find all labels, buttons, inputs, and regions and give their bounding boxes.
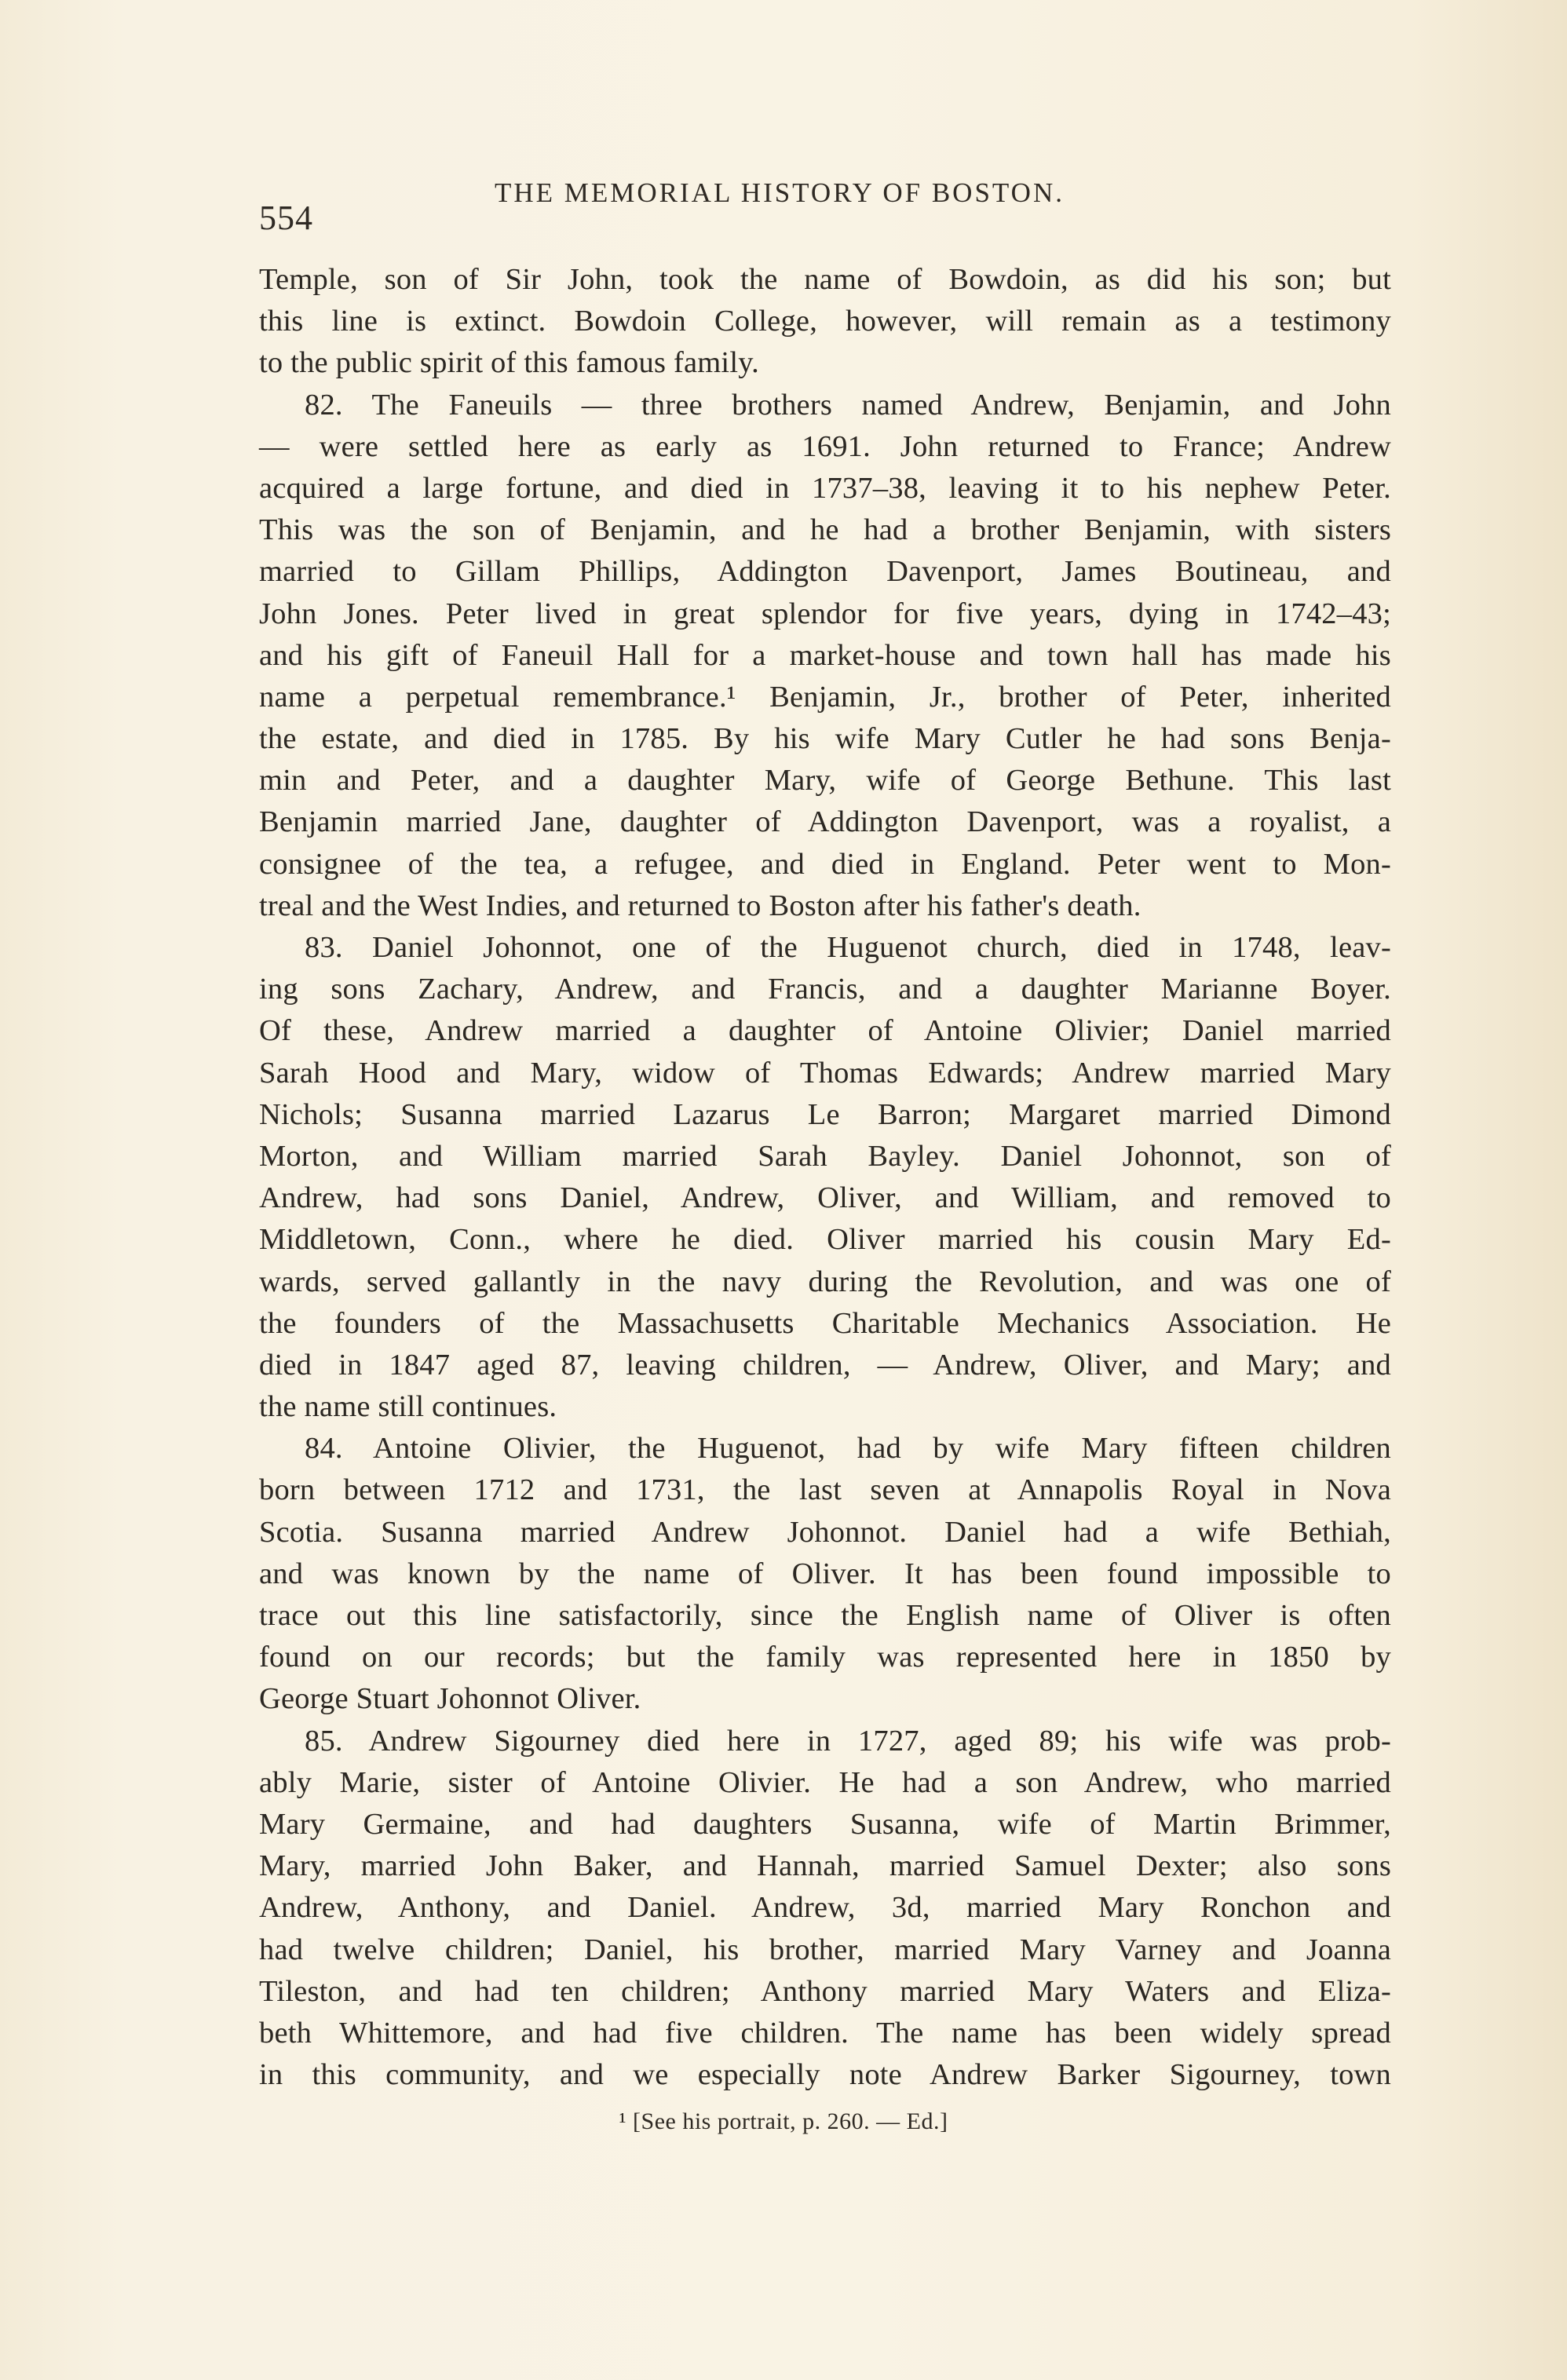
- text-line: to the public spirit of this famous family.: [259, 346, 759, 380]
- text-line: had twelve children; Daniel, his brother, married Mary Varney and Joanna: [259, 1933, 1391, 1966]
- text-line: Tileston, and had ten children; Anthony married Mary Waters and Eliza-: [259, 1974, 1391, 2008]
- text-line: wards, served gallantly in the navy during the Revolution, and was one of: [259, 1265, 1391, 1298]
- footnote: ¹ [See his portrait, p. 260. — Ed.]: [619, 2108, 948, 2134]
- text-line: beth Whittemore, and had five children. The name has been widely spread: [259, 2016, 1391, 2050]
- text-line: the name still continues.: [259, 1390, 557, 1424]
- text-line: Sarah Hood and Mary, widow of Thomas Edwards; Andrew married Mary: [259, 1056, 1391, 1090]
- text-line: Morton, and William married Sarah Bayley. Daniel Johonnot, son of: [259, 1139, 1391, 1173]
- body-text: [259, 259, 1391, 2096]
- text-line: married to Gillam Phillips, Addington Davenport, James Boutineau, and: [259, 555, 1391, 589]
- text-line: treal and the West Indies, and returned to Boston after his father's death.: [259, 889, 1141, 922]
- text-line: and was known by the name of Oliver. It has been found impossible to: [259, 1557, 1391, 1590]
- running-head: [259, 177, 1390, 237]
- text-line: This was the son of Benjamin, and he had a brother Benjamin, with sisters: [259, 513, 1391, 547]
- paragraph-82-start: 82. The Faneuils — three brothers named Andrew, Benjamin, and John: [305, 388, 1391, 422]
- text-line: in this community, and we especially note Andrew Barker Sigourney, town: [259, 2058, 1391, 2092]
- text-line: Temple, son of Sir John, took the name of Bowdoin, as did his son; but: [259, 263, 1391, 296]
- text-line: found on our records; but the family was represented here in 1850 by: [259, 1641, 1391, 1674]
- text-line: ing sons Zachary, Andrew, and Francis, and a daughter Marianne Boyer.: [259, 973, 1391, 1006]
- page-number: 554: [259, 199, 313, 237]
- text-line: Middletown, Conn., where he died. Oliver married his cousin Mary Ed-: [259, 1223, 1391, 1257]
- text-line: and his gift of Faneuil Hall for a market-house and town hall has made his: [259, 638, 1391, 672]
- text-line: this line is extinct. Bowdoin College, however, will remain as a testimony: [259, 305, 1391, 338]
- text-line: min and Peter, and a daughter Mary, wife of George Bethune. This last: [259, 764, 1391, 798]
- paragraph-84-start: 84. Antoine Olivier, the Huguenot, had by wife Mary fifteen children: [305, 1432, 1391, 1466]
- text-line: acquired a large fortune, and died in 1737–38, leaving it to his nephew Peter.: [259, 471, 1391, 505]
- paragraph-85-start: 85. Andrew Sigourney died here in 1727, aged 89; his wife was prob-: [305, 1724, 1391, 1758]
- text-line: Benjamin married Jane, daughter of Addington Davenport, was a royalist, a: [259, 805, 1391, 839]
- text-line: Andrew, Anthony, and Daniel. Andrew, 3d, married Mary Ronchon and: [259, 1891, 1391, 1925]
- text-line: John Jones. Peter lived in great splendor for five years, dying in 1742–43;: [259, 597, 1391, 630]
- text-line: died in 1847 aged 87, leaving children, — Andrew, Oliver, and Mary; and: [259, 1348, 1391, 1382]
- text-line: the estate, and died in 1785. By his wife Mary Cutler he had sons Benja-: [259, 722, 1391, 756]
- text-line: the founders of the Massachusetts Charitable Mechanics Association. He: [259, 1306, 1391, 1340]
- text-line: Andrew, had sons Daniel, Andrew, Oliver, and William, and removed to: [259, 1181, 1391, 1215]
- text-line: Mary Germaine, and had daughters Susanna, wife of Martin Brimmer,: [259, 1807, 1391, 1841]
- text-line: consignee of the tea, a refugee, and died in England. Peter went to Mon-: [259, 847, 1391, 881]
- text-line: Mary, married John Baker, and Hannah, married Samuel Dexter; also sons: [259, 1849, 1391, 1883]
- text-line: — were settled here as early as 1691. John returned to France; Andrew: [259, 429, 1391, 463]
- text-line: Nichols; Susanna married Lazarus Le Barron; Margaret married Dimond: [259, 1097, 1391, 1131]
- text-line: Scotia. Susanna married Andrew Johonnot. Daniel had a wife Bethiah,: [259, 1515, 1391, 1549]
- text-line: name a perpetual remembrance.¹ Benjamin, Jr., brother of Peter, inherited: [259, 680, 1391, 714]
- text-line: ably Marie, sister of Antoine Olivier. He had a son Andrew, who married: [259, 1765, 1391, 1799]
- text-line: George Stuart Johonnot Oliver.: [259, 1682, 641, 1716]
- text-line: Of these, Andrew married a daughter of Antoine Olivier; Daniel married: [259, 1014, 1391, 1048]
- text-line: born between 1712 and 1731, the last seven at Annapolis Royal in Nova: [259, 1473, 1391, 1507]
- text-line: trace out this line satisfactorily, since the English name of Oliver is often: [259, 1599, 1391, 1632]
- paragraph-83-start: 83. Daniel Johonnot, one of the Huguenot church, died in 1748, leav-: [305, 931, 1391, 964]
- running-title: THE MEMORIAL HISTORY OF BOSTON.: [495, 177, 1065, 208]
